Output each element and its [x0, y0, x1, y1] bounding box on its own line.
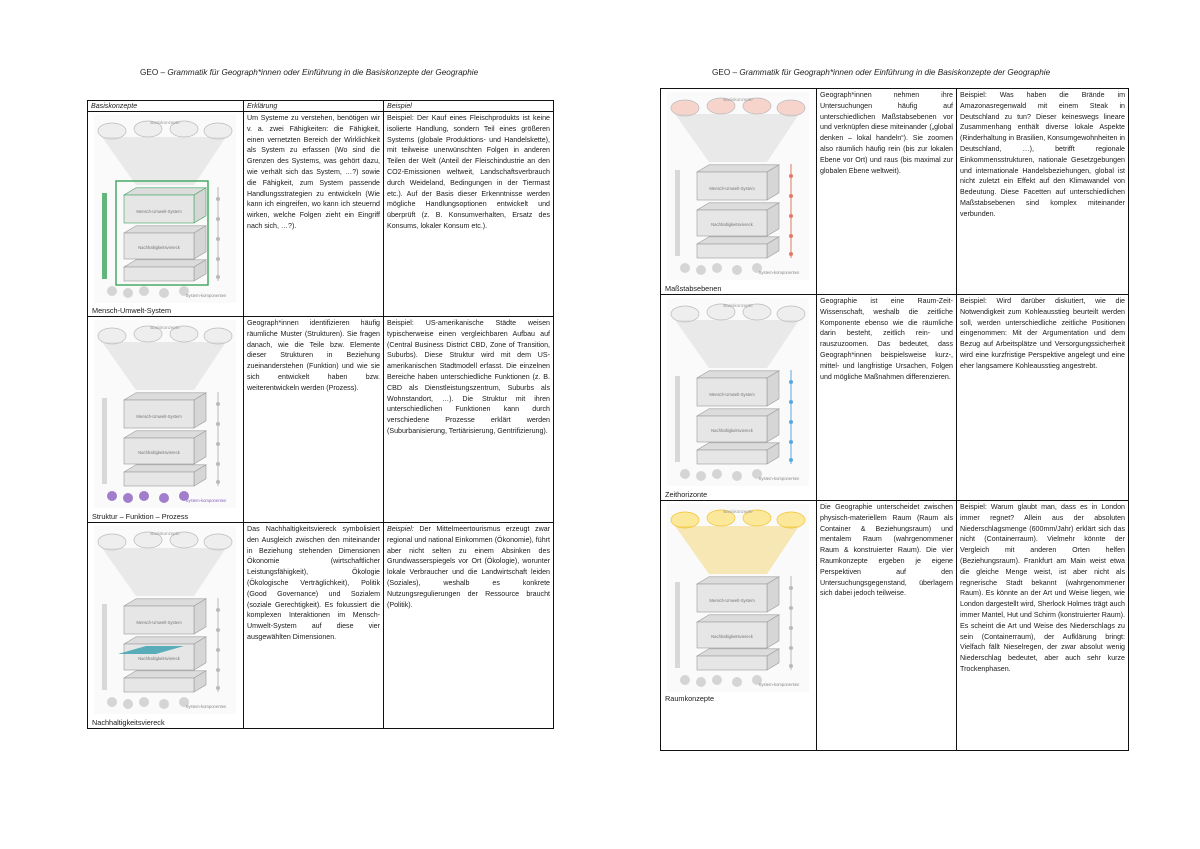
scale-marker — [789, 252, 793, 256]
system-component — [123, 288, 133, 298]
table-header-row — [88, 101, 554, 112]
system-box-middle — [124, 431, 206, 464]
diagram-upper-label: Mensch-Umwelt-System — [136, 414, 182, 419]
scale-marker — [789, 586, 793, 590]
scale-marker — [216, 422, 220, 426]
system-component — [732, 265, 742, 275]
row-caption: Struktur – Funktion – Prozess — [92, 512, 189, 521]
column-header-erklaerung: Erklärung — [244, 101, 384, 112]
scale-marker — [216, 257, 220, 261]
diagram-middle-label: Nachhaltigkeitsviereck — [138, 450, 180, 455]
diagram-bottom-label: System-komponenten — [185, 293, 227, 298]
example-label: Beispiel: — [387, 525, 414, 533]
vertical-system-label — [675, 376, 680, 462]
concept-bubble — [98, 328, 126, 344]
system-box-lower — [124, 671, 206, 692]
system-component — [680, 675, 690, 685]
scale-marker — [216, 442, 220, 446]
system-component — [696, 265, 706, 275]
scale-marker — [216, 686, 220, 690]
explanation-cell: Um Systeme zu verstehen, benötigen wir v. a. zwei Fähigkeiten: die Fähigkeit, einen vernetzten Bereich der Wirklichkeit als System zu erfassen (Wo sind die Grenzen des Systems, was gehört dazu, wie verhält sich das System, …?) sowie die Fähigkeit, zum System passende Handlungsstrategien zu entwickeln (Wie kann ich eingreifen, wo kann ich steuernd wirken, welche Folgen zieht ein Eingriff nach sich, …?). — [244, 112, 384, 317]
scale-marker — [216, 462, 220, 466]
diagram-middle-label: Nachhaltigkeitsviereck — [711, 634, 753, 639]
diagram-middle-label: Nachhaltigkeitsviereck — [138, 656, 180, 661]
system-box-upper — [697, 577, 779, 612]
system-component — [159, 288, 169, 298]
page-header-left: GEO – Grammatik für Geograph*innen oder Einführung in die Basiskonzepte der Geographie — [140, 68, 479, 77]
vertical-system-label — [102, 398, 107, 484]
system-box-lower — [697, 649, 779, 670]
system-box-middle — [697, 615, 779, 648]
concept-bubble — [777, 512, 805, 528]
diagram-middle-label: Nachhaltigkeitsviereck — [711, 428, 753, 433]
concept-bubble — [777, 100, 805, 116]
scale-marker — [789, 194, 793, 198]
system-component — [732, 471, 742, 481]
system-component — [712, 469, 722, 479]
basiskonzepte-diagram — [667, 504, 809, 692]
diagram-top-label: Basiskonzepte — [150, 531, 180, 536]
diagram-upper-label: Mensch-Umwelt-System — [709, 598, 755, 603]
concept-bubble — [204, 123, 232, 139]
diagram-top-label: Basiskonzepte — [150, 120, 180, 125]
diagram-upper-label: Mensch-Umwelt-System — [136, 620, 182, 625]
column-header-basiskonzepte: Basiskonzepte — [88, 101, 244, 112]
diagram-cell — [661, 89, 817, 295]
column-header-beispiel: Beispiel — [384, 101, 554, 112]
table-row — [88, 317, 554, 523]
scale-marker — [789, 214, 793, 218]
concept-bubble — [671, 100, 699, 116]
scale-marker — [216, 237, 220, 241]
scale-marker — [216, 275, 220, 279]
table-row — [661, 295, 1129, 501]
system-box-upper — [124, 599, 206, 634]
system-component — [159, 493, 169, 503]
example-cell — [384, 523, 554, 729]
basiskonzepte-diagram — [94, 115, 236, 303]
diagram-top-label: Basiskonzepte — [723, 97, 753, 102]
system-component — [680, 263, 690, 273]
scale-marker — [789, 664, 793, 668]
scale-marker — [789, 626, 793, 630]
example-cell: Beispiel: Wird darüber diskutiert, wie die Notwendigkeit zum Kohleausstieg beurteilt werden soll, werden unterschiedliche zeitliche Positionen eingenommen: Mit der Argumentation und dem Bezug auf Arbeitsplätze und Versorgungssicherheit wird eine kurzfristige Perspektive angelegt und eine eher langsamere Kohleausstieg angestrebt. — [957, 295, 1129, 501]
basiskonzepte-table-left — [87, 100, 554, 729]
system-box-lower — [697, 237, 779, 258]
system-component — [123, 699, 133, 709]
diagram-cell — [88, 523, 244, 729]
system-component — [123, 493, 133, 503]
diagram-upper-label: Mensch-Umwelt-System — [136, 209, 182, 214]
row-caption: Raumkonzepte — [665, 694, 715, 703]
diagram-bottom-label: System-komponenten — [185, 498, 227, 503]
row-caption: Maßstabsebenen — [665, 284, 722, 293]
table-row — [88, 112, 554, 317]
system-component — [696, 471, 706, 481]
concept-bubble — [671, 512, 699, 528]
scale-marker — [789, 400, 793, 404]
system-component — [159, 699, 169, 709]
system-component — [712, 675, 722, 685]
diagram-bottom-label: System-komponenten — [758, 476, 800, 481]
vertical-system-label — [675, 582, 680, 668]
basiskonzepte-diagram — [667, 92, 809, 280]
row-caption: Mensch-Umwelt-System — [92, 306, 172, 315]
diagram-bottom-label: System-komponenten — [758, 270, 800, 275]
system-box-upper — [697, 165, 779, 200]
system-box-middle — [124, 226, 206, 259]
concept-bubble — [204, 328, 232, 344]
scale-marker — [789, 174, 793, 178]
example-cell: Beispiel: Was haben die Brände im Amazonasregenwald mit einem Steak in Deutschland zu tun? Dieser keineswegs lineare Zusammenhang enthält diverse lokale Aspekte (Rinderhaltung in Brasilien, Konsumgewohnheiten in Deutschland, …), betrifft regionale Einkommensstrukturen, nationale Gesetzgebungen und internationale Handelsbeziehungen, global ist nicht zuletzt ein Effekt auf den Klimawandel von Bedeutung. Diese Facetten auf unterschiedlichen Maßstabsebenen sind komplex miteinander verbunden. — [957, 89, 1129, 295]
scale-marker — [789, 606, 793, 610]
system-box-lower — [124, 260, 206, 281]
explanation-cell: Das Nachhaltigkeitsviereck symbolisiert den Ausgleich zwischen den miteinander in Beziehung stehenden Dimensionen Ökonomie (wirtschaftlicher Leistungsfähigkeit), Ökologie (Ökologische Verträglichkeit), Politik (Good Governance) und Sozialem (soziale Gerechtigkeit). Es fokussiert die komplexen Interaktionen im Mensch-Umwelt-System auf diese vier ausgewählten Dimensionen. — [244, 523, 384, 729]
basiskonzepte-table-right — [660, 88, 1129, 751]
vertical-system-label — [102, 604, 107, 690]
scale-marker — [789, 440, 793, 444]
scale-marker — [216, 480, 220, 484]
diagram-upper-label: Mensch-Umwelt-System — [709, 186, 755, 191]
system-component — [107, 491, 117, 501]
explanation-cell: Die Geographie unterscheidet zwischen physisch-materiellem Raum (Raum als Container & Beziehungsraum) und mentalem Raum (wahrgenommener Raum & konstruierter Raum). Die vier Raumkonzepte ergeben je eigene Perspektiven auf den Untersuchungsgegenstand, überlagern sich dabei jedoch teilweise. — [817, 501, 957, 751]
system-component — [139, 286, 149, 296]
diagram-bottom-label: System-komponenten — [758, 682, 800, 687]
diagram-middle-label: Nachhaltigkeitsviereck — [711, 222, 753, 227]
diagram-top-label: Basiskonzepte — [723, 303, 753, 308]
page-header-right: GEO – Grammatik für Geograph*innen oder Einführung in die Basiskonzepte der Geographie — [712, 68, 1051, 77]
diagram-upper-label: Mensch-Umwelt-System — [709, 392, 755, 397]
system-box-middle — [697, 409, 779, 442]
table-row — [88, 523, 554, 729]
concept-bubble — [777, 306, 805, 322]
diagram-bottom-label: System-komponenten — [185, 704, 227, 709]
scale-marker — [789, 420, 793, 424]
system-box-lower — [697, 443, 779, 464]
system-component — [696, 677, 706, 687]
diagram-top-label: Basiskonzepte — [150, 325, 180, 330]
row-caption: Nachhaltigkeitsviereck — [92, 718, 165, 727]
row-caption: Zeithorizonte — [665, 490, 708, 499]
table-row — [661, 501, 1129, 751]
basiskonzepte-diagram — [667, 298, 809, 486]
scale-marker — [789, 646, 793, 650]
scale-marker — [216, 648, 220, 652]
diagram-cell — [661, 295, 817, 501]
scale-marker — [216, 608, 220, 612]
system-box-upper — [697, 371, 779, 406]
table-row — [661, 89, 1129, 295]
example-text: Der Mittelmeertourismus erzeugt zwar regional und national Einkommen (Ökonomie), führt aber nicht selten zu einem Absinken des Grundwasserspiegels vor Ort (Ökologie), worunter lokale Verbraucher und die Landwirtschaft leiden (Soziales), weshalb es konkrete Nutzungsregulierungen der Ressource braucht (Politik). — [387, 525, 550, 609]
scale-marker — [789, 458, 793, 462]
concept-bubble — [671, 306, 699, 322]
system-component — [712, 263, 722, 273]
diagram-cell — [88, 317, 244, 523]
diagram-top-label: Basiskonzepte — [723, 509, 753, 514]
diagram-middle-label: Nachhaltigkeitsviereck — [138, 245, 180, 250]
example-cell: Beispiel: Warum glaubt man, dass es in London immer regnet? Allein aus der absoluten Niederschlagsmenge (600mm/Jahr) erklärt sich das nicht (Containerraum). Vielmehr könnte der Vergleich mit anderen Orten helfen (Beziehungsraum). Frankfurt am Main weist etwa die gleiche Menge weist, ist aber nicht als regnerische Stadt bekannt (wahrgenommener Raum). Es könnte an der Art und Weise liegen, wie London dargestellt wird, Sherlock Holmes trägt auch immer Mantel, Hut und Schirm (konstruierter Raum). Es scheint die Art und Weise des Niederschlags zu sein (Containerraum), der Aufklärung bringt: Vielfach fällt Nieselregen, der zwar absolut wenig Niederschlag bedeutet, aber auch sehr kurze Trockenphasen. — [957, 501, 1129, 751]
concept-bubble — [98, 123, 126, 139]
example-cell: Beispiel: Der Kauf eines Fleischprodukts ist keine isolierte Handlung, sondern Teil eines größeren Systems (globale Produktions- und Handelskette), mit teilweise unerwünschten Folgen in anderen Teilen der Welt (Anteil der Fleischindustrie an den CO2-Emissionen weltweit, Landschaftsverbrauch durch Weideland, Bedingungen in der Tiermast etc.). Auf der Basis dieser Erkenntnisse werden mögliche Handlungsoptionen entwickelt und überprüft (z. B. Konsumverhalten, Ersatz des Konsums, lokaler Konsum etc.). — [384, 112, 554, 317]
explanation-cell: Geograph*innen identifizieren häufig räumliche Muster (Strukturen). Sie fragen danach, wie die Teile bzw. Elemente dieser Strukturen in Beziehung zueinanderstehen (Funktion) und wie sie sich entwickelt haben bzw. weiterentwickeln werden (Prozess). — [244, 317, 384, 523]
system-box-upper — [124, 188, 206, 223]
explanation-cell: Geograph*innen nehmen ihre Untersuchungen häufig auf unterschiedlichen Maßstabsebenen vor und verknüpfen diese miteinander („global denken – lokal handeln“). Sie zoomen also räumlich häufig rein (bis zur lokalen Ebene vor Ort) und raus (bis maximal zur globalen Ebene weltweit). — [817, 89, 957, 295]
system-component — [107, 286, 117, 296]
vertical-system-label — [102, 193, 107, 279]
scale-marker — [216, 668, 220, 672]
example-cell: Beispiel: US-amerikanische Städte weisen typischerweise einen vergleichbaren Aufbau auf (Central Business District CBD, Zone of Transition, Suburbs). Diese Struktur wird mit dem US-amerikanischen Stadtmodell erfasst. Die einzelnen Bereiche haben unterschiedliche Funktionen (z. B. CBD als Dienstleistungszentrum, Suburbs als Wohnstandort, …). Die Struktur mit ihren unterschiedlichen Funktionen kann durch verschiedene Prozesse erklärt werden (Suburbanisierung, Tertiärisierung, Gentrifizierung). — [384, 317, 554, 523]
explanation-cell: Geographie ist eine Raum-Zeit-Wissenschaft, weshalb die zeitliche Komponente ebenso wie die räumliche darin besteht, zeitlich rein- und rauszuzoomen. Das bedeutet, dass Geograph*innen beispielsweise kurz-, mittel- und langfristige Ursachen, Folgen und mögliche Maßnahmen differenzieren. — [817, 295, 957, 501]
system-component — [139, 491, 149, 501]
system-box-upper — [124, 393, 206, 428]
diagram-cell — [88, 112, 244, 317]
system-box-lower — [124, 465, 206, 486]
scale-marker — [789, 380, 793, 384]
basiskonzepte-diagram — [94, 526, 236, 714]
vertical-system-label — [675, 170, 680, 256]
system-component — [139, 697, 149, 707]
scale-marker — [216, 197, 220, 201]
system-component — [732, 677, 742, 687]
system-component — [107, 697, 117, 707]
diagram-cell — [661, 501, 817, 751]
system-box-middle — [697, 203, 779, 236]
scale-marker — [789, 234, 793, 238]
scale-marker — [216, 217, 220, 221]
system-component — [680, 469, 690, 479]
concept-bubble — [98, 534, 126, 550]
scale-marker — [216, 402, 220, 406]
concept-bubble — [204, 534, 232, 550]
basiskonzepte-diagram — [94, 320, 236, 508]
scale-marker — [216, 628, 220, 632]
